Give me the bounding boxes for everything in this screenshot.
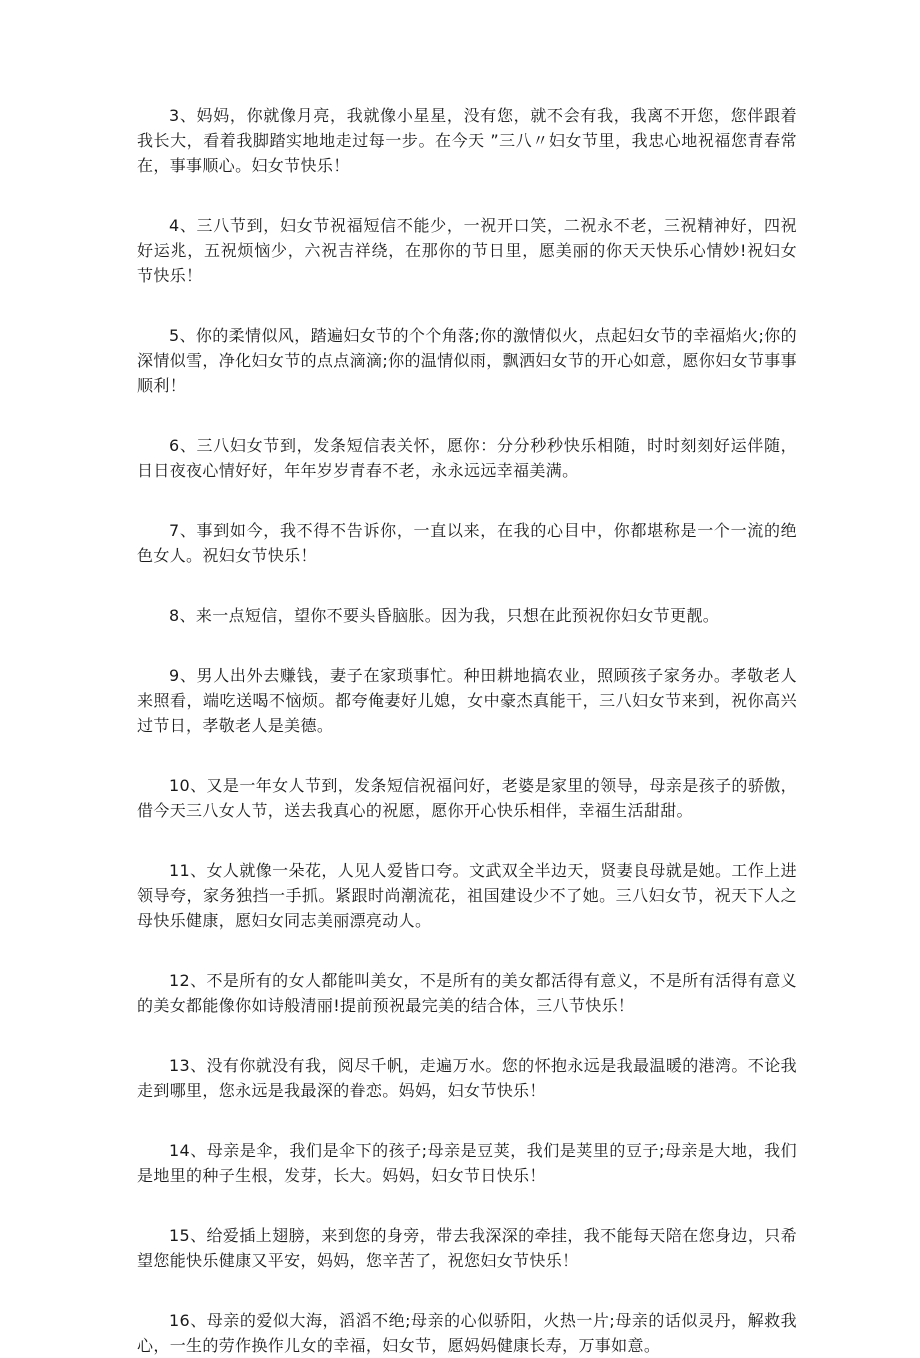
wish-paragraph-16: 16、母亲的爱似大海，滔滔不绝;母亲的心似骄阳，火热一片;母亲的话似灵丹，解救我心，一生的劳作换作儿女的幸福，妇女节，愿妈妈健康长寿，万事如意。	[137, 1311, 797, 1355]
wish-paragraph-11: 11、女人就像一朵花，人见人爱皆口夸。文武双全半边天，贤妻良母就是她。工作上进领导夸，家务独挡一手抓。紧跟时尚潮流花，祖国建设少不了她。三八妇女节，祝天下人之母快乐健康，愿妇女同志美丽漂亮动人。	[137, 861, 797, 930]
wish-paragraph-8: 8、来一点短信，望你不要头昏脑胀。因为我，只想在此预祝你妇女节更靓。	[169, 606, 720, 625]
wish-paragraph-14: 14、母亲是伞，我们是伞下的孩子;母亲是豆荚，我们是荚里的豆子;母亲是大地，我们是地里的种子生根，发芽，长大。妈妈，妇女节日快乐！	[137, 1141, 797, 1185]
wish-paragraph-5: 5、你的柔情似风，踏遍妇女节的个个角落;你的激情似火，点起妇女节的幸福焰火;你的深情似雪，净化妇女节的点点滴滴;你的温情似雨，飘洒妇女节的开心如意，愿你妇女节事事顺利！	[137, 326, 797, 395]
document-body	[137, 103, 797, 1358]
wish-paragraph-3: 3、妈妈，你就像月亮，我就像小星星，没有您，就不会有我，我离不开您，您伴跟着我长大，看着我脚踏实地地走过每一步。在今天 ”三八〃妇女节里，我忠心地祝福您青春常在，事事顺心。妇女节快乐！	[137, 106, 797, 175]
wish-paragraph-9: 9、男人出外去赚钱，妻子在家琐事忙。种田耕地搞农业，照顾孩子家务办。孝敬老人来照看，端吃送喝不恼烦。都夸俺妻好儿媳，女中豪杰真能干，三八妇女节来到，祝你高兴过节日，孝敬老人是美德。	[137, 666, 797, 735]
wish-paragraph-12: 12、不是所有的女人都能叫美女，不是所有的美女都活得有意义，不是所有活得有意义的美女都能像你如诗般清丽!提前预祝最完美的结合体，三八节快乐！	[137, 971, 797, 1015]
wish-paragraph-6: 6、三八妇女节到，发条短信表关怀，愿你：分分秒秒快乐相随，时时刻刻好运伴随，日日夜夜心情好好，年年岁岁青春不老，永永远远幸福美满。	[137, 436, 797, 480]
wish-paragraph-10: 10、又是一年女人节到，发条短信祝福问好，老婆是家里的领导，母亲是孩子的骄傲，借今天三八女人节，送去我真心的祝愿，愿你开心快乐相伴，幸福生活甜甜。	[137, 776, 797, 820]
wish-paragraph-7: 7、事到如今，我不得不告诉你，一直以来，在我的心目中，你都堪称是一个一流的绝色女人。祝妇女节快乐！	[137, 521, 797, 565]
wish-paragraph-4: 4、三八节到，妇女节祝福短信不能少，一祝开口笑，二祝永不老，三祝精神好，四祝好运兆，五祝烦恼少，六祝吉祥绕，在那你的节日里，愿美丽的你天天快乐心情妙!祝妇女节快乐！	[137, 216, 797, 285]
wish-paragraph-15: 15、给爱插上翅膀，来到您的身旁，带去我深深的牵挂，我不能每天陪在您身边，只希望您能快乐健康又平安，妈妈，您辛苦了，祝您妇女节快乐！	[137, 1226, 797, 1270]
wish-paragraph-13: 13、没有你就没有我，阅尽千帆，走遍万水。您的怀抱永远是我最温暖的港湾。不论我走到哪里，您永远是我最深的眷恋。妈妈，妇女节快乐！	[137, 1056, 797, 1100]
